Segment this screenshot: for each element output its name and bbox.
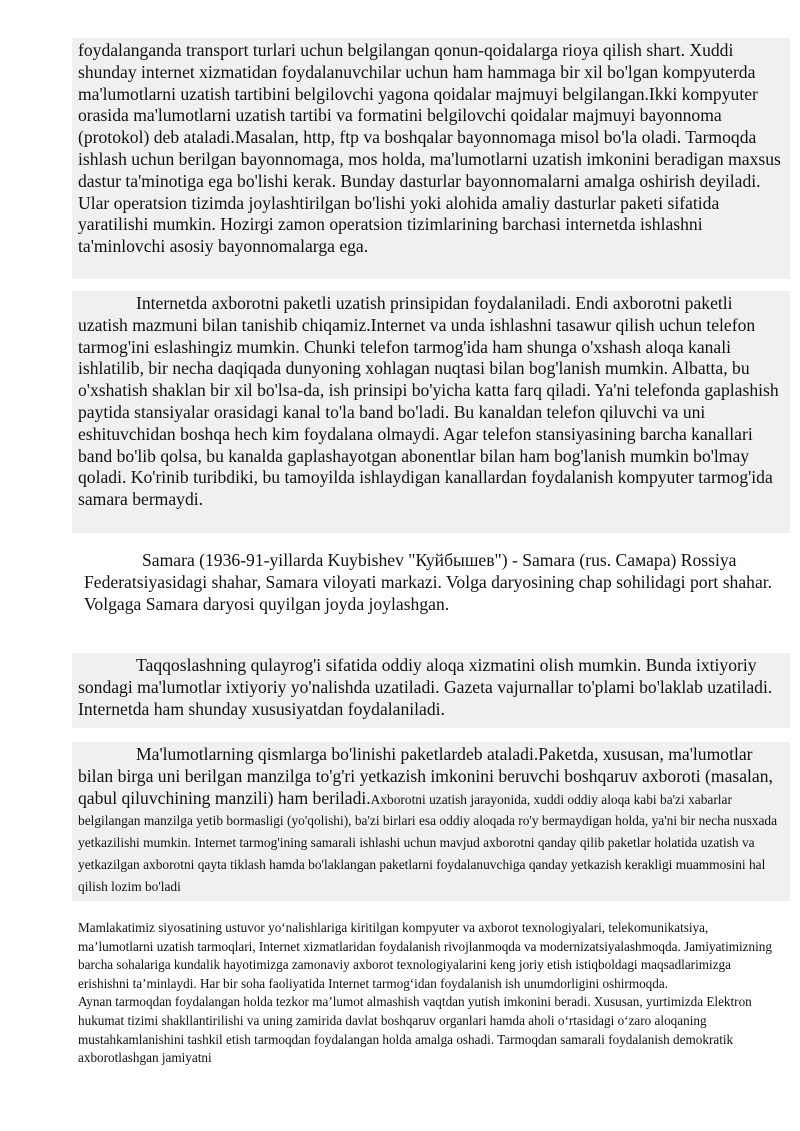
paragraph-text: Mamlakatimiz siyosatining ustuvor yoʻnalishlariga kiritilgan kompyuter va axborot texnologiyalari, telekomunikatsiya, maʼlumotlarni uzatish tarmoqlari, Internet xizmatlaridan foydalanish rivojlanmoqda va modernizatsiyalashmoqda. Jamiyatimizning barcha sohalariga kundalik hayotimizga zamonaviy axborot texnologiyalarini keng joriy etish istiqboldagi maqsadlarimizga erishishni taʼminlaydi. Har bir soha faoliyatida Internet tarmogʻidan foydalanish ish unumdorligini oshirmoqda. — [78, 920, 772, 991]
paragraph-packets — [72, 742, 790, 901]
paragraph-text: Internetda axborotni paketli uzatish prinsipidan foydalaniladi. Endi axborotni paketli uzatish mazmuni bilan tanishib chiqamiz.Internet va unda ishlashni tasawur qilish uchun telefon tarmog'ini eslashingiz mumkin. Chunki telefon tarmog'ida ham shunga o'xshash aloqa kanali ishlatilib, bir necha daqiqada dunyoning xohlagan nuqtasi bilan bog'lanish mumkin. Albatta, bu o'xshatish shaklan bir xil bo'lsa-da, ish prinsipi bo'yicha katta farq qiladi. Ya'ni telefonda gaplashish paytida stansiyalar orasidagi kanal to'la band bo'ladi. Bu kanaldan telefon qiluvchi va uni eshituvchidan boshqa hech kim foydalana olmaydi. Agar telefon stansiyasining barcha kanallari band bo'lib qolsa, bu kanalda gaplashayotgan abonentlar bilan ham bog'lanish mumkin bo'lmay qoladi. Ko'rinib turibdiki, bu tamoyilda ishlaydigan kanallardan foydalanish kompyuter tarmog'ida samara bermaydi. — [78, 293, 779, 510]
paragraph-postal-comparison — [72, 653, 790, 728]
paragraph-text: Aynan tarmoqdan foydalangan holda tezkor maʼlumot almashish vaqtdan yutish imkonini beradi. Xususan, yurtimizda Elektron hukumat tizimi shakllantirilishi va uning zamirida davlat boshqaruv organlari hamda aholi oʻrtasidagi oʻzaro aloqaning mustahkamlanishini tashkil etish tarmoqdan foydalangan holda amalga oshadi. Tarmoqdan samarali foydalanish demokratik axborotlashgan jamiyatni — [78, 994, 752, 1066]
paragraph-packet-transfer — [72, 291, 790, 533]
paragraph-national-policy — [72, 917, 790, 1092]
paragraph-text-large: Ma'lumotlarning qismlarga bo'linishi paketlardeb ataladi.Paketda, xususan, ma'lumotlar bilan birga uni berilgan manzilga to'g'ri yetkazish imkonini beruvchi boshqaruv axboroti (masalan, qabul qiluvchining manzili) ham beriladi. — [78, 744, 773, 808]
paragraph-samara — [72, 548, 790, 632]
paragraph-text: Taqqoslashning qulayrog'i sifatida oddiy aloqa xizmatini olish mumkin. Bunda ixtiyoriy sondagi ma'lumotlar ixtiyoriy yo'nalishda uzatiladi. Gazeta vajurnallar to'plami bo'laklab uzatiladi. Internetda ham shunday xususiyatdan foydalaniladi. — [78, 655, 773, 719]
paragraph-text-small: Axborotni uzatish jarayonida, xuddi oddiy aloqa kabi ba'zi xabarlar belgilangan manzilga yetib bormasligi (yo'qolishi), ba'zi birlari esa oddiy aloqada ro'y bermaydigan holda, ya'ni bir necha nusxada yetkazilishi mumkin. Internet tarmog'ining samarali ishlashi uchun mavjud axborotni qanday qilib paketlar holatida uzatish va yetkazilgan axborotni qayta tiklash hamda bo'laklangan paketlarni foydalanuvchiga qanday yetkazish kerakligi muammosini hal qilish lozim bo'ladi — [78, 791, 778, 894]
paragraph-protocols — [72, 38, 790, 279]
paragraph-text: Samara (1936-91-yillarda Kuybishev "Куйбышев") - Samara (rus. Самара) Rossiya Federatsiyasidagi shahar, Samara viloyati markazi. Volga daryosining chap sohilidagi port shahar. Volgaga Samara daryosi quyilgan joyda joylashgan. — [84, 550, 773, 614]
paragraph-text — [78, 744, 784, 897]
paragraph-text: foydalanganda transport turlari uchun belgilangan qonun-qoidalarga rioya qilish shart. Xuddi shunday internet xizmatidan foydalanuvchilar uchun ham hammaga bir xil bo'lgan kompyuterda ma'lumotlarni uzatish tartibini belgilovchi yagona qoidalar majmuyi belgilangan.Ikki kompyuter orasida ma'lumotlarni uzatish tartibi va formatini belgilovchi qoidalar majmuyi bayonnoma (protokol) deb ataladi.Masalan, http, ftp va boshqalar bayonnomaga misol bo'la oladi. Tarmoqda ishlash uchun berilgan bayonnomaga, mos holda, ma'lumotlarni uzatish imkonini beradigan maxsus dastur ta'minotiga ega bo'lishi kerak. Bunday dasturlar bayonnomalarni amalga oshirish deyiladi. Ular operatsion tizimda joylashtirilgan bo'lishi yoki alohida amaliy dasturlar paketi sifatida yaratilishi mumkin. Hozirgi zamon operatsion tizimlarining barchasi internetda ishlashni ta'minlovchi asosiy bayonnomalarga ega. — [78, 40, 781, 257]
